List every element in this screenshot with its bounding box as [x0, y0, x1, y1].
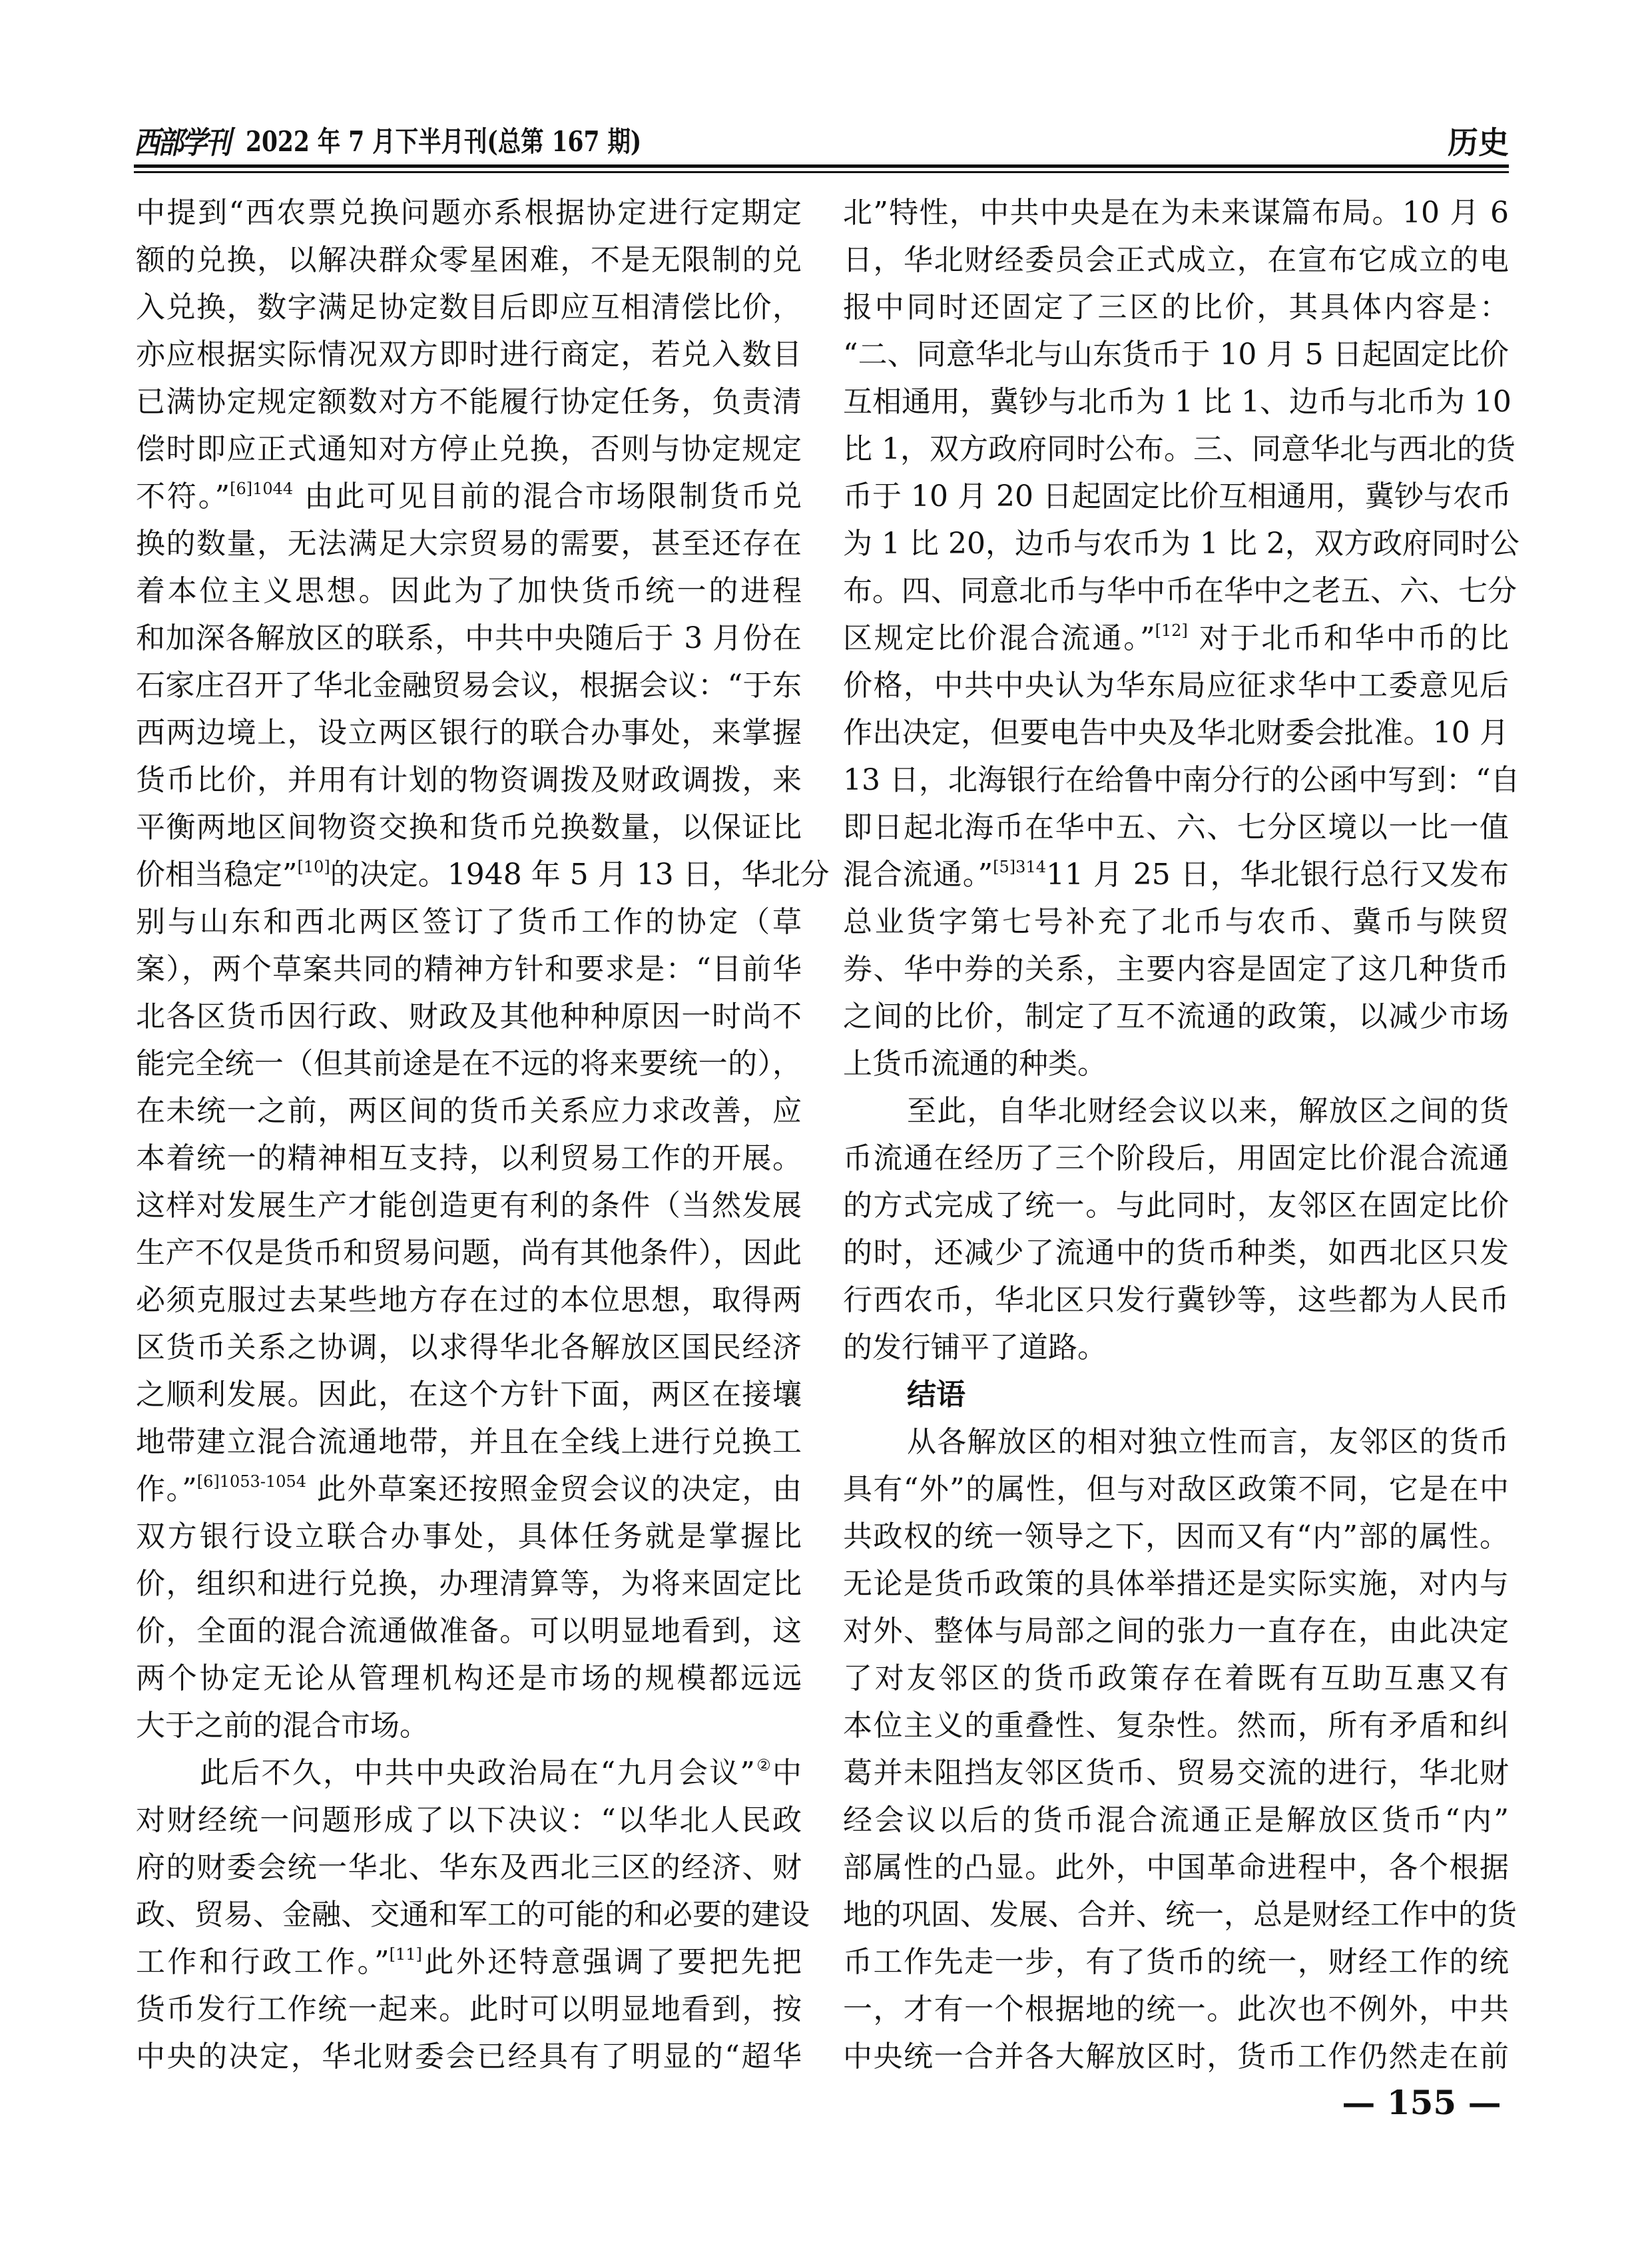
- section-heading: 结语: [907, 1378, 965, 1412]
- text-line: 生产不仅是货币和贸易问题，尚有其他条件），因此: [136, 1236, 802, 1270]
- text-line: 已满协定规定额数对方不能履行协定任务，负责清: [136, 385, 802, 419]
- issue-info: 2022 年 7 月下半月刊(总第 167 期): [246, 125, 642, 158]
- text-line: 一，才有一个根据地的统一。此次也不例外，中共: [843, 1992, 1509, 2026]
- text-line: 价格，中共中央认为华东局应征求华中工委意见后: [843, 669, 1509, 702]
- text-line: 中央统一合并各大解放区时，货币工作仍然走在前: [843, 2040, 1509, 2074]
- text-line: “二、同意华北与山东货币于 10 月 5 日起固定比价: [843, 338, 1509, 372]
- text-line: 货币发行工作统一起来。此时可以明显地看到，按: [136, 1992, 802, 2026]
- text-line: 不符。”$^{[6]1044}$ 由此可见目前的混合市场限制货币兑: [136, 479, 802, 513]
- text-line: 在未统一之前，两区间的货币关系应力求改善，应: [136, 1094, 802, 1128]
- text-line: 中提到“西农票兑换问题亦系根据协定进行定期定: [136, 196, 802, 230]
- text-line: 必须克服过去某些地方存在过的本位思想，取得两: [136, 1283, 802, 1317]
- text-line: 和加深各解放区的联系，中共中央随后于 3 月份在: [136, 621, 802, 655]
- text-line: 的时，还减少了流通中的货币种类，如西北区只发: [843, 1236, 1509, 1270]
- text-line: 入兑换，数字满足协定数目后即应互相清偿比价，: [136, 290, 802, 324]
- text-line: 报中同时还固定了三区的比价，其具体内容是：: [843, 290, 1509, 324]
- text-line: 能完全统一（但其前途是在不远的将来要统一的），: [136, 1047, 802, 1081]
- text-line: 石家庄召开了华北金融贸易会议，根据会议：“于东: [136, 669, 802, 702]
- text-line: 葛并未阻挡友邻区货币、贸易交流的进行，华北财: [843, 1756, 1509, 1790]
- text-line: 的方式完成了统一。与此同时，友邻区在固定比价: [843, 1189, 1509, 1223]
- text-line: 比 1，双方政府同时公布。三、同意华北与西北的货: [843, 432, 1515, 466]
- text-line: 币工作先走一步，有了货币的统一，财经工作的统: [843, 1945, 1509, 1979]
- text-line: 作。”$^{[6]1053-1054}$ 此外草案还按照金贸会议的决定，由: [136, 1472, 802, 1506]
- text-line: 中央的决定，华北财委会已经具有了明显的“超华: [136, 2040, 802, 2074]
- text-line: 无论是货币政策的具体举措还是实际实施，对内与: [843, 1567, 1509, 1601]
- text-line: 区货币关系之协调，以求得华北各解放区国民经济: [136, 1330, 802, 1364]
- header-rule-thin: [134, 171, 1509, 173]
- text-line: 偿时即应正式通知对方停止兑换，否则与协定规定: [136, 432, 802, 466]
- section-label: 历史: [1448, 125, 1509, 160]
- citation-superscript: [11]: [389, 1945, 422, 1964]
- text-line: 从各解放区的相对独立性而言，友邻区的货币: [907, 1425, 1509, 1459]
- text-line: 的发行铺平了道路。: [843, 1330, 1107, 1364]
- text-line: 着本位主义思想。因此为了加快货币统一的进程: [136, 574, 802, 608]
- text-line: 北各区货币因行政、财政及其他种种原因一时尚不: [136, 999, 802, 1033]
- text-line: 地的巩固、发展、合并、统一，总是财经工作中的货: [843, 1898, 1517, 1932]
- citation-superscript: [10]: [297, 858, 330, 876]
- left-column: [136, 189, 830, 2080]
- text-line: 上货币流通的种类。: [843, 1047, 1107, 1081]
- citation-superscript: [6]1053-1054: [196, 1472, 307, 1491]
- text-line: 布。四、同意北币与华中币在华中之老五、六、七分: [843, 574, 1517, 608]
- text-line: 亦应根据实际情况双方即时进行商定，若兑入数目: [136, 338, 802, 372]
- text-line: 换的数量，无法满足大宗贸易的需要，甚至还存在: [136, 527, 802, 561]
- citation-superscript: [12]: [1155, 621, 1188, 640]
- page-number: — 155 —: [1342, 2083, 1502, 2122]
- text-line: 具有“外”的属性，但与对敌区政策不同，它是在中: [843, 1472, 1509, 1506]
- text-line: 总业货字第七号补充了北币与农币、冀币与陕贸: [843, 905, 1509, 939]
- citation-superscript: ②: [754, 1756, 773, 1775]
- citation-superscript: [6]1044: [230, 479, 294, 498]
- text-line: 对财经统一问题形成了以下决议：“以华北人民政: [136, 1803, 802, 1837]
- text-line: 为 1 比 20，边币与农币为 1 比 2，双方政府同时公: [843, 527, 1519, 561]
- text-line: 平衡两地区间物资交换和货币兑换数量，以保证比: [136, 810, 802, 844]
- text-line: 府的财委会统一华北、华东及西北三区的经济、财: [136, 1850, 802, 1884]
- text-line: 案），两个草案共同的精神方针和要求是：“目前华: [136, 952, 802, 986]
- text-line: 之顺利发展。因此，在这个方针下面，两区在接壤: [136, 1378, 802, 1412]
- text-line: 日，华北财经委员会正式成立，在宣布它成立的电: [843, 243, 1509, 277]
- text-line: 此后不久，中共中央政治局在“九月会议”②中: [200, 1756, 802, 1790]
- text-line: 至此，自华北财经会议以来，解放区之间的货: [907, 1094, 1509, 1128]
- header-rule-thick: [134, 164, 1509, 168]
- text-line: 价，组织和进行兑换，办理清算等，为将来固定比: [136, 1567, 802, 1601]
- text-line: 行西农币，华北区只发行冀钞等，这些都为人民币: [843, 1283, 1509, 1317]
- text-line: 额的兑换，以解决群众零星困难，不是无限制的兑: [136, 243, 802, 277]
- right-column: [843, 189, 1520, 2080]
- text-line: 区规定比价混合流通。”[12] 对于北币和华中币的比: [843, 621, 1509, 655]
- text-line: 货币比价，并用有计划的物资调拨及财政调拨，来: [136, 763, 802, 797]
- text-line: 价相当稳定”[10]的决定。1948 年 5 月 13 日，华北分: [136, 858, 830, 892]
- text-line: 北”特性，中共中央是在为未来谋篇布局。10 月 6: [843, 196, 1509, 230]
- text-line: 了对友邻区的货币政策存在着既有互助互惠又有: [843, 1661, 1509, 1695]
- text-line: 之间的比价，制定了互不流通的政策，以减少市场: [843, 999, 1509, 1033]
- text-line: 混合流通。”$^{[5]314}$11 月 25 日，华北银行总行又发布: [843, 858, 1509, 892]
- text-line: 西两边境上，设立两区银行的联合办事处，来掌握: [136, 716, 802, 750]
- text-line: 作出决定，但要电告中央及华北财委会批准。10 月: [843, 716, 1509, 750]
- text-line: 本位主义的重叠性、复杂性。然而，所有矛盾和纠: [843, 1709, 1509, 1743]
- text-line: 币流通在经历了三个阶段后，用固定比价混合流通: [843, 1141, 1509, 1175]
- text-line: 政、贸易、金融、交通和军工的可能的和必要的建设: [136, 1898, 810, 1932]
- text-line: 工作和行政工作。”[11]此外还特意强调了要把先把: [136, 1945, 802, 1979]
- text-line: 13 日，北海银行在给鲁中南分行的公函中写到：“自: [843, 763, 1520, 797]
- citation-superscript: [5]314: [993, 858, 1046, 876]
- text-line: 大于之前的混合市场。: [136, 1709, 429, 1743]
- text-line: 双方银行设立联合办事处，具体任务就是掌握比: [136, 1520, 802, 1553]
- text-line: 价，全面的混合流通做准备。可以明显地看到，这: [136, 1614, 802, 1648]
- running-header: [134, 117, 1509, 164]
- text-line: 币于 10 月 20 日起固定比价互相通用，冀钞与农币: [843, 479, 1512, 513]
- text-line: 本着统一的精神相互支持，以利贸易工作的开展。: [136, 1141, 802, 1175]
- journal-logo: 西部学刊: [134, 125, 229, 160]
- text-line: 互相通用，冀钞与北币为 1 比 1、边币与北币为 10: [843, 385, 1512, 419]
- text-line: 券、华中券的关系，主要内容是固定了这几种货币: [843, 952, 1509, 986]
- text-line: 即日起北海币在华中五、六、七分区境以一比一值: [843, 810, 1509, 844]
- text-line: 这样对发展生产才能创造更有利的条件（当然发展: [136, 1189, 802, 1223]
- text-line: 经会议以后的货币混合流通正是解放区货币“内”: [843, 1803, 1509, 1837]
- text-line: 对外、整体与局部之间的张力一直存在，由此决定: [843, 1614, 1509, 1648]
- text-line: 两个协定无论从管理机构还是市场的规模都远远: [136, 1661, 802, 1695]
- text-line: 地带建立混合流通地带，并且在全线上进行兑换工: [136, 1425, 802, 1459]
- text-line: 共政权的统一领导之下，因而又有“内”部的属性。: [843, 1520, 1509, 1553]
- text-line: 别与山东和西北两区签订了货币工作的协定（草: [136, 905, 802, 939]
- text-line: 部属性的凸显。此外，中国革命进程中，各个根据: [843, 1850, 1509, 1884]
